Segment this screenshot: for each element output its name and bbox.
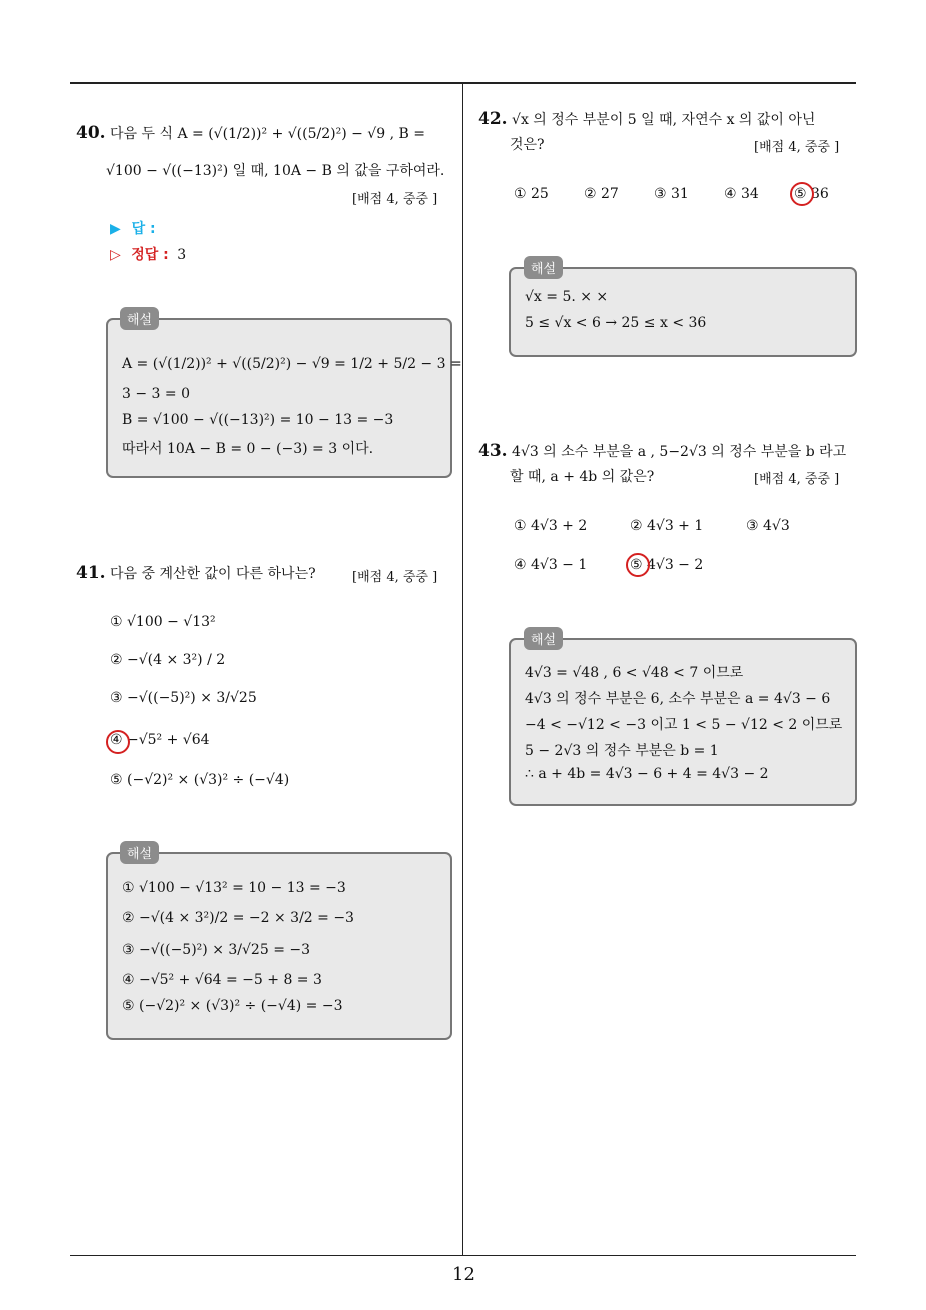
solution-line: ∴ a + 4b = 4√3 − 6 + 4 = 4√3 − 2 — [525, 766, 769, 782]
solution-box-43 — [509, 638, 857, 806]
question-42-line2: 것은? — [510, 137, 545, 153]
question-41-meta: [배점 4, 중중 ] — [352, 570, 438, 585]
question-42-meta: [배점 4, 중중 ] — [754, 140, 840, 155]
solution-line: 5 − 2√3 의 정수 부분은 b = 1 — [525, 743, 719, 759]
correct-value: 3 — [177, 247, 187, 263]
solution-box-40 — [106, 318, 462, 478]
option-1[interactable]: ① 25 — [514, 186, 549, 202]
option-2[interactable]: ② 4√3 + 1 — [630, 518, 704, 534]
correct-answer-line — [110, 244, 186, 264]
solution-line: 따라서 10A − B = 0 − (−3) = 3 이다. — [122, 441, 374, 457]
solution-line: ⑤ (−√2)² × (√3)² ÷ (−√4) = −3 — [122, 998, 343, 1014]
option-2[interactable]: ② −√(4 × 3²) / 2 — [110, 652, 226, 668]
solution-line: ① √100 − √13² = 10 − 13 = −3 — [122, 880, 346, 896]
selected-answer-circle — [626, 553, 650, 577]
solution-line: 4√3 = √48 , 6 < √48 < 7 이므로 — [525, 665, 744, 681]
solution-line: √x = 5. × × — [525, 289, 609, 305]
solution-box-41 — [106, 852, 452, 1040]
solution-tag: 해설 — [120, 307, 159, 330]
solution-line: 5 ≤ √x < 6 → 25 ≤ x < 36 — [525, 315, 707, 331]
option-5[interactable]: ⑤ (−√2)² × (√3)² ÷ (−√4) — [110, 772, 290, 788]
answer-arrow-icon: ▶ — [110, 221, 121, 237]
question-43-line2: 할 때, a + 4b 의 값은? — [510, 469, 655, 485]
solution-line: A = (√(1/2))² + √((5/2)²) − √9 = 1/2 + 5/2 − 3 = — [122, 356, 462, 372]
question-number: 41. — [76, 563, 106, 583]
question-text-line1: 4√3 의 소수 부분을 a , 5−2√3 의 정수 부분을 b 라고 — [512, 444, 847, 460]
option-4[interactable]: ④ 4√3 − 1 — [514, 557, 588, 573]
question-text: 다음 중 계산한 값이 다른 하나는? — [110, 566, 316, 582]
solution-line: ③ −√((−5)²) × 3/√25 = −3 — [122, 942, 311, 958]
correct-arrow-icon: ▷ — [110, 247, 121, 263]
option-4[interactable]: ④ 34 — [724, 186, 759, 202]
question-43-meta: [배점 4, 중중 ] — [754, 472, 840, 487]
question-42 — [478, 106, 860, 133]
question-number: 42. — [478, 109, 508, 129]
option-3[interactable]: ③ −√((−5)²) × 3/√25 — [110, 690, 257, 706]
page-number: 12 — [452, 1264, 475, 1285]
option-2[interactable]: ② 27 — [584, 186, 619, 202]
question-40-meta: [배점 4, 중중 ] — [352, 192, 438, 207]
correct-label: 정답 : — [131, 247, 169, 263]
option-3[interactable]: ③ 4√3 — [746, 518, 790, 534]
solution-tag: 해설 — [524, 256, 563, 279]
question-text-line1: 다음 두 식 A = (√(1/2))² + √((5/2)²) − √9 , B = — [110, 126, 425, 142]
answer-line — [110, 218, 156, 238]
solution-line: B = √100 − √((−13)²) = 10 − 13 = −3 — [122, 412, 394, 428]
question-40-line2: √100 − √((−13)²) 일 때, 10A − B 의 값을 구하여라. — [106, 163, 445, 179]
question-41 — [76, 560, 346, 587]
solution-line: 3 − 3 = 0 — [122, 386, 190, 402]
option-1[interactable]: ① √100 − √13² — [110, 614, 216, 630]
solution-line: ② −√(4 × 3²)/2 = −2 × 3/2 = −3 — [122, 910, 354, 926]
question-number: 40. — [76, 123, 106, 143]
option-5[interactable]: ⑤ 4√3 − 2 — [630, 557, 704, 573]
solution-tag: 해설 — [120, 841, 159, 864]
solution-tag: 해설 — [524, 627, 563, 650]
solution-line: 4√3 의 정수 부분은 6, 소수 부분은 a = 4√3 − 6 — [525, 691, 831, 707]
question-text-line1: √x 의 정수 부분이 5 일 때, 자연수 x 의 값이 아닌 — [512, 112, 816, 128]
answer-label: 답 : — [131, 221, 156, 237]
solution-line: ④ −√5² + √64 = −5 + 8 = 3 — [122, 972, 322, 988]
top-rule — [70, 82, 856, 84]
option-5[interactable]: ⑤ 36 — [794, 186, 829, 202]
option-3[interactable]: ③ 31 — [654, 186, 689, 202]
selected-answer-circle — [106, 730, 130, 754]
question-number: 43. — [478, 441, 508, 461]
option-1[interactable]: ① 4√3 + 2 — [514, 518, 588, 534]
column-divider — [462, 84, 463, 1256]
selected-answer-circle — [790, 182, 814, 206]
solution-line: −4 < −√12 < −3 이고 1 < 5 − √12 < 2 이므로 — [525, 717, 843, 733]
question-43 — [478, 438, 860, 465]
option-4[interactable]: ④ −√5² + √64 — [110, 732, 210, 748]
question-40 — [76, 120, 456, 147]
solution-box-42 — [509, 267, 857, 357]
bottom-rule — [70, 1255, 856, 1256]
